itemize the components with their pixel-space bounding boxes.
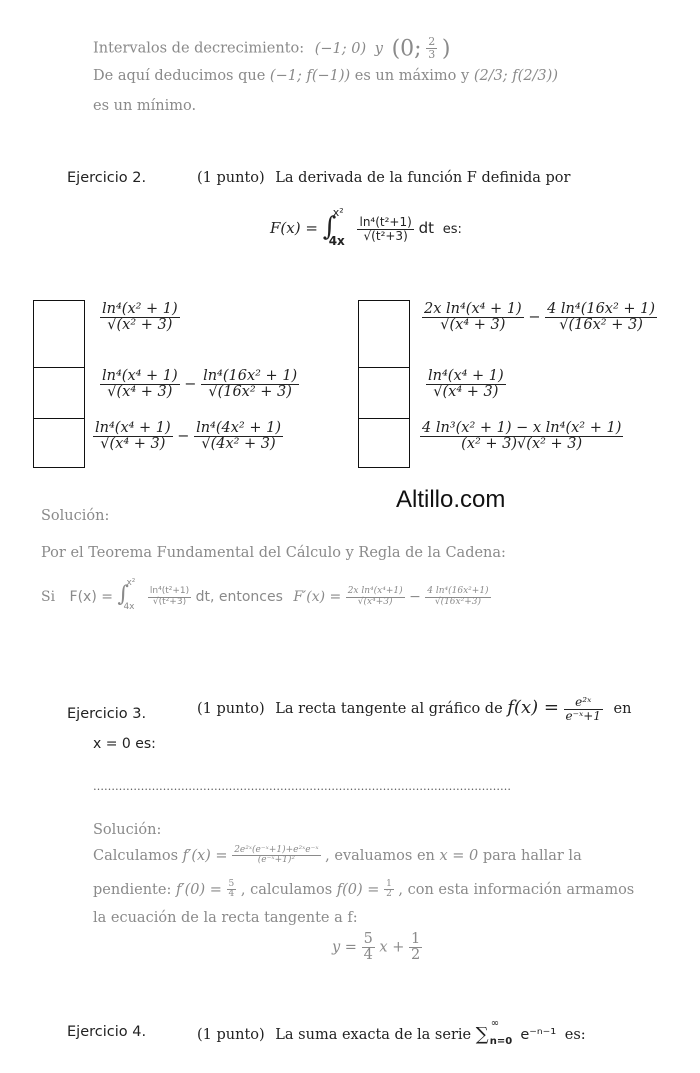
exercise-2-text: La derivada de la función F definida por xyxy=(275,170,571,186)
exercise-3-solution-line1: Calculamos f′(x) = $\frac{\text{2e²ˣ(e⁻ˣ+1)+e²ˣe⁻ˣ}}{\text{(e⁻ˣ+1)²}}$ , evaluamos en x = 0 para hallar la xyxy=(93,845,582,866)
exercise-4-title: Ejercicio 4. xyxy=(67,1024,147,1040)
exercise-2-formula xyxy=(270,206,462,248)
exercise-2-solution-formula: Si F(x) = ∫ x² 4x $\frac{\text{ln⁴(t²+1)}}{\text{√(t²+3)}}$ dt, entonces F′(x) = $\frac{\text{2x ln⁴(x⁴+1)}}{\text{√(x⁴+3)}}$ − $\frac{\text{4 ln⁴(16x²+1)}}{\text{√(16x²+3)}}$ xyxy=(41,578,489,612)
exercise-3-solution-line2: pendiente: f′(0) = $\frac{5}{4}$ , calculamos f(0) = $\frac{1}{2}$ , con esta información armamos xyxy=(93,879,635,900)
integral-lower: 4x xyxy=(328,234,345,248)
deduction-text-b: es un máximo y xyxy=(354,68,470,84)
option-d: $\frac{\text{2x ln⁴(x⁴ + 1)}}{\text{√(x⁴ + 3)}}$ − $\frac{\text{4 ln⁴(16x² + 1)}}{\text{√(16x² + 3)}}$ xyxy=(424,301,656,334)
function-f: f(x) = xyxy=(507,697,559,719)
exercise-2-statement xyxy=(197,170,570,186)
integral-upper: x² xyxy=(332,206,344,219)
series-term: e⁻ⁿ⁻¹ xyxy=(520,1027,557,1043)
differential: dt xyxy=(418,219,434,237)
deduction-line xyxy=(93,68,558,84)
exercise-2-title: Ejercicio 2. xyxy=(67,170,147,186)
answer-checkbox-d[interactable] xyxy=(358,300,410,368)
maximum-point: (−1; f(−1)) xyxy=(269,68,351,84)
option-f: $\frac{\text{4 ln³(x² + 1) − x ln⁴(x² + 1)}}{\text{(x² + 3)√(x² + 3)}}$ xyxy=(422,420,622,453)
answer-checkbox-c[interactable] xyxy=(33,418,85,468)
deduction-text-a: De aquí deducimos que xyxy=(93,68,266,84)
formula-es: es: xyxy=(442,222,462,237)
conjunction-y: y xyxy=(374,40,383,57)
watermark-text: Altillo.com xyxy=(396,486,506,513)
exercise-3-solution-line3: la ecuación de la recta tangente a f: xyxy=(93,910,358,926)
tangent-line-equation: y = $\frac{5}{4}$ x + $\frac{1}{2}$ xyxy=(332,931,421,964)
decreasing-label: Intervalos de decrecimiento: xyxy=(93,40,305,57)
series-sigma: ∑ ∞ n=0 xyxy=(475,1018,513,1047)
exercise-2-solution-label: Solución: xyxy=(41,508,110,524)
minimum-line: es un mínimo. xyxy=(93,98,197,114)
exercise-3-statement: (1 punto) La recta tangente al gráfico de f(x) = $\frac{\text{e²ˣ}}{\text{e⁻ˣ+1}}$ en xyxy=(197,695,632,723)
interval-a: (−1; 0) xyxy=(314,40,367,57)
exercise-3-line2: x = 0 es: xyxy=(93,736,156,752)
integrand: $\frac{\text{ln⁴(t²+1)}}{\text{√(t²+3)}}$ xyxy=(359,214,412,243)
answer-blank-line[interactable]: …………………………………………………………………………………………………… xyxy=(93,780,511,793)
integral-sign: ∫ x² 4x xyxy=(322,206,345,248)
answer-checkbox-f[interactable] xyxy=(358,418,410,468)
exercise-3-title: Ejercicio 3. xyxy=(67,706,147,722)
decreasing-intervals-line xyxy=(93,36,450,61)
option-a: $\frac{\text{ln⁴(x² + 1)}}{\text{√(x² + 3)}}$ xyxy=(102,301,178,334)
exercise-2-points: (1 punto) xyxy=(197,170,265,186)
exercise-2-solution-line1: Por el Teorema Fundamental del Cálculo y Regla de la Cadena: xyxy=(41,545,506,561)
interval-b: (0; $\frac{2}{3}$ ) xyxy=(391,35,451,61)
formula-lhs: F(x) = xyxy=(270,219,318,237)
answer-checkbox-b[interactable] xyxy=(33,367,85,419)
option-c: $\frac{\text{ln⁴(x⁴ + 1)}}{\text{√(x⁴ + 3)}}$ − $\frac{\text{ln⁴(4x² + 1)}}{\text{√(4x² + 3)}}$ xyxy=(95,420,281,453)
answer-checkbox-a[interactable] xyxy=(33,300,85,368)
minimum-point: (2/3; f(2/3)) xyxy=(473,68,558,84)
solution-integral-sign: ∫ x² 4x xyxy=(117,578,136,612)
option-b: $\frac{\text{ln⁴(x⁴ + 1)}}{\text{√(x⁴ + 3)}}$ − $\frac{\text{ln⁴(16x² + 1)}}{\text{√(16x² + 3)}}$ xyxy=(102,368,298,401)
option-e: $\frac{\text{ln⁴(x⁴ + 1)}}{\text{√(x⁴ + 3)}}$ xyxy=(428,368,504,401)
exercise-4-statement: (1 punto) La suma exacta de la serie ∑ ∞ n=0 e⁻ⁿ⁻¹ es: xyxy=(197,1018,586,1047)
exercise-3-solution-label: Solución: xyxy=(93,822,162,838)
answer-checkbox-e[interactable] xyxy=(358,367,410,419)
